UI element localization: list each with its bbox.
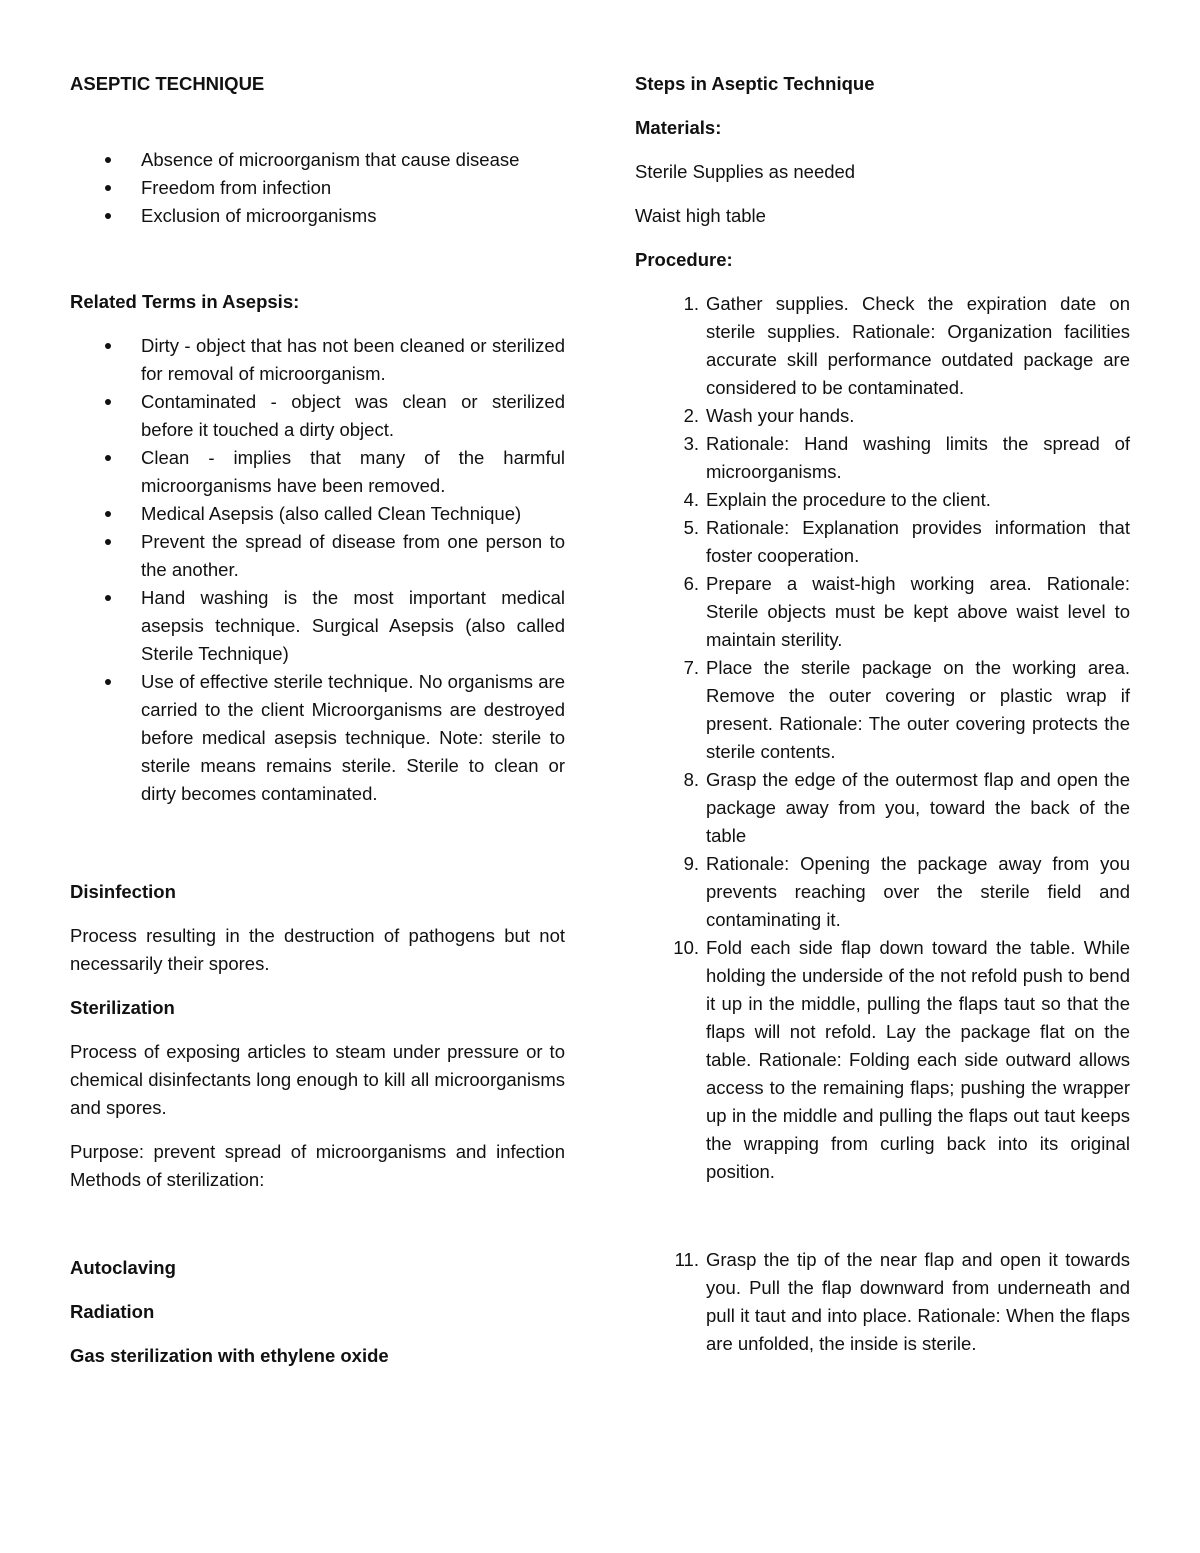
definition-list (70, 146, 565, 230)
material-item: Sterile Supplies as needed (635, 161, 856, 182)
list-item: Use of effective sterile technique. No organisms are carried to the client Microorganisms are destroyed before medical asepsis technique. Note: sterile to sterile means remains sterile. Sterile to clean or dirty becomes contaminated. (141, 668, 565, 808)
step-number: 6. (683, 573, 699, 594)
procedure-step (635, 1246, 1130, 1358)
step-text: Gather supplies. Check the expiration date on sterile supplies. Rationale: Organization facilities accurate skill performance outdated package are considered to be contaminated. (706, 293, 1130, 398)
procedure-step (635, 934, 1130, 1186)
step-text: Rationale: Opening the package away from you prevents reaching over the sterile field and contaminating it. (706, 853, 1130, 930)
method-autoclaving: Autoclaving (70, 1257, 176, 1278)
list-item: Contaminated - object was clean or sterilized before it touched a dirty object. (141, 388, 565, 444)
right-column (635, 70, 1130, 1358)
step-number: 11. (674, 1249, 699, 1270)
procedure-step (635, 654, 1130, 766)
related-terms-list (70, 332, 565, 808)
step-text: Rationale: Hand washing limits the spread of microorganisms. (706, 433, 1130, 482)
list-item: Prevent the spread of disease from one person to the another. (141, 528, 565, 584)
step-number: 7. (683, 657, 699, 678)
procedure-step (635, 486, 1130, 514)
step-number: 3. (683, 433, 699, 454)
purpose-text: Purpose: prevent spread of microorganisms and infection Methods of sterilization: (70, 1141, 565, 1190)
step-text: Wash your hands. (706, 405, 855, 426)
step-number: 2. (683, 405, 699, 426)
page-title: ASEPTIC TECHNIQUE (70, 73, 265, 94)
method-radiation: Radiation (70, 1301, 155, 1322)
step-number: 8. (683, 769, 699, 790)
procedure-step (635, 290, 1130, 402)
step-text: Prepare a waist-high working area. Rationale: Sterile objects must be kept above waist level to maintain sterility. (706, 573, 1130, 650)
step-number: 10. (673, 937, 699, 958)
disinfection-heading: Disinfection (70, 881, 176, 902)
method-gas-sterilization: Gas sterilization with ethylene oxide (70, 1345, 389, 1366)
step-text: Grasp the tip of the near flap and open it towards you. Pull the flap downward from underneath and pull it taut and into place. Rationale: When the flaps are unfolded, the inside is sterile. (706, 1249, 1130, 1354)
list-item: Hand washing is the most important medical asepsis technique. Surgical Asepsis (also called Sterile Technique) (141, 584, 565, 668)
step-number: 9. (683, 853, 699, 874)
list-item: Absence of microorganism that cause disease (141, 146, 565, 174)
list-item: Exclusion of microorganisms (141, 202, 565, 230)
sterilization-text: Process of exposing articles to steam under pressure or to chemical disinfectants long enough to kill all microorganisms and spores. (70, 1041, 565, 1118)
left-column (70, 70, 565, 1370)
related-terms-heading: Related Terms in Asepsis: (70, 291, 300, 312)
procedure-step (635, 850, 1130, 934)
materials-heading: Materials: (635, 117, 722, 138)
step-text: Explain the procedure to the client. (706, 489, 991, 510)
list-item: Dirty - object that has not been cleaned or sterilized for removal of microorganism. (141, 332, 565, 388)
step-number: 5. (683, 517, 699, 538)
list-item: Freedom from infection (141, 174, 565, 202)
step-number: 1. (683, 293, 699, 314)
procedure-step (635, 430, 1130, 486)
procedure-steps (635, 290, 1130, 1358)
procedure-heading: Procedure: (635, 249, 733, 270)
procedure-step (635, 766, 1130, 850)
step-text: Rationale: Explanation provides information that foster cooperation. (706, 517, 1130, 566)
procedure-step (635, 514, 1130, 570)
material-item: Waist high table (635, 205, 766, 226)
procedure-step (635, 570, 1130, 654)
procedure-step (635, 402, 1130, 430)
steps-title: Steps in Aseptic Technique (635, 73, 875, 94)
step-number: 4. (683, 489, 699, 510)
step-text: Grasp the edge of the outermost flap and open the package away from you, toward the back of the table (706, 769, 1130, 846)
step-text: Fold each side flap down toward the table. While holding the underside of the not refold push to bend it up in the middle, pulling the flaps taut so that the flaps will not refold. Lay the package flat on the table. Rationale: Folding each side outward allows access to the remaining flaps; pushing the wrapper up in the middle and pulling the flaps out taut keeps the wrapping from curling back into its original position. (706, 937, 1130, 1182)
disinfection-text: Process resulting in the destruction of pathogens but not necessarily their spores. (70, 925, 565, 974)
step-text: Place the sterile package on the working area. Remove the outer covering or plastic wrap if present. Rationale: The outer covering protects the sterile contents. (706, 657, 1130, 762)
list-item: Medical Asepsis (also called Clean Technique) (141, 500, 565, 528)
sterilization-heading: Sterilization (70, 997, 175, 1018)
list-item: Clean - implies that many of the harmful microorganisms have been removed. (141, 444, 565, 500)
